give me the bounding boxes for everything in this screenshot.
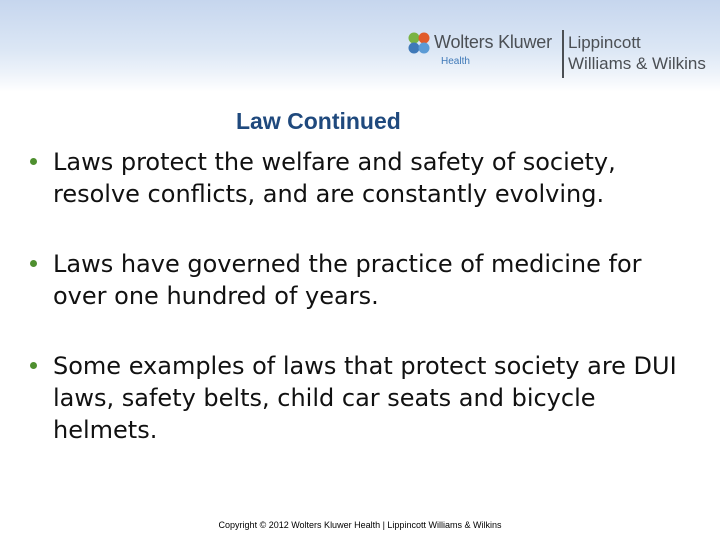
bullet-text: Laws have governed the practice of medicine for over one hundred of years. — [53, 250, 642, 310]
bullet-dot-icon — [30, 158, 37, 165]
brand-secondary-line2: Williams & Wilkins — [568, 54, 706, 73]
slide-title: Law Continued — [236, 108, 401, 134]
copyright-footer: Copyright © 2012 Wolters Kluwer Health | Lippincott Williams & Wilkins — [218, 520, 502, 530]
bullet-item — [30, 248, 700, 312]
wolters-kluwer-logo-icon — [406, 30, 432, 56]
bullet-text: Some examples of laws that protect society are DUI laws, safety belts, child car seats and bicycle helmets. — [53, 352, 677, 444]
publisher-logo — [406, 28, 718, 82]
brand-primary: Wolters Kluwer — [434, 32, 552, 52]
logo-divider — [562, 30, 564, 78]
brand-secondary — [568, 32, 706, 74]
bullet-item — [30, 146, 700, 210]
bullet-item — [30, 350, 700, 446]
bullet-list — [30, 146, 700, 484]
bullet-text: Laws protect the welfare and safety of society, resolve conflicts, and are constantly evolving. — [53, 148, 616, 208]
brand-secondary-line1: Lippincott — [568, 33, 641, 52]
brand-sub: Health — [441, 56, 470, 67]
bullet-dot-icon — [30, 362, 37, 369]
bullet-dot-icon — [30, 260, 37, 267]
